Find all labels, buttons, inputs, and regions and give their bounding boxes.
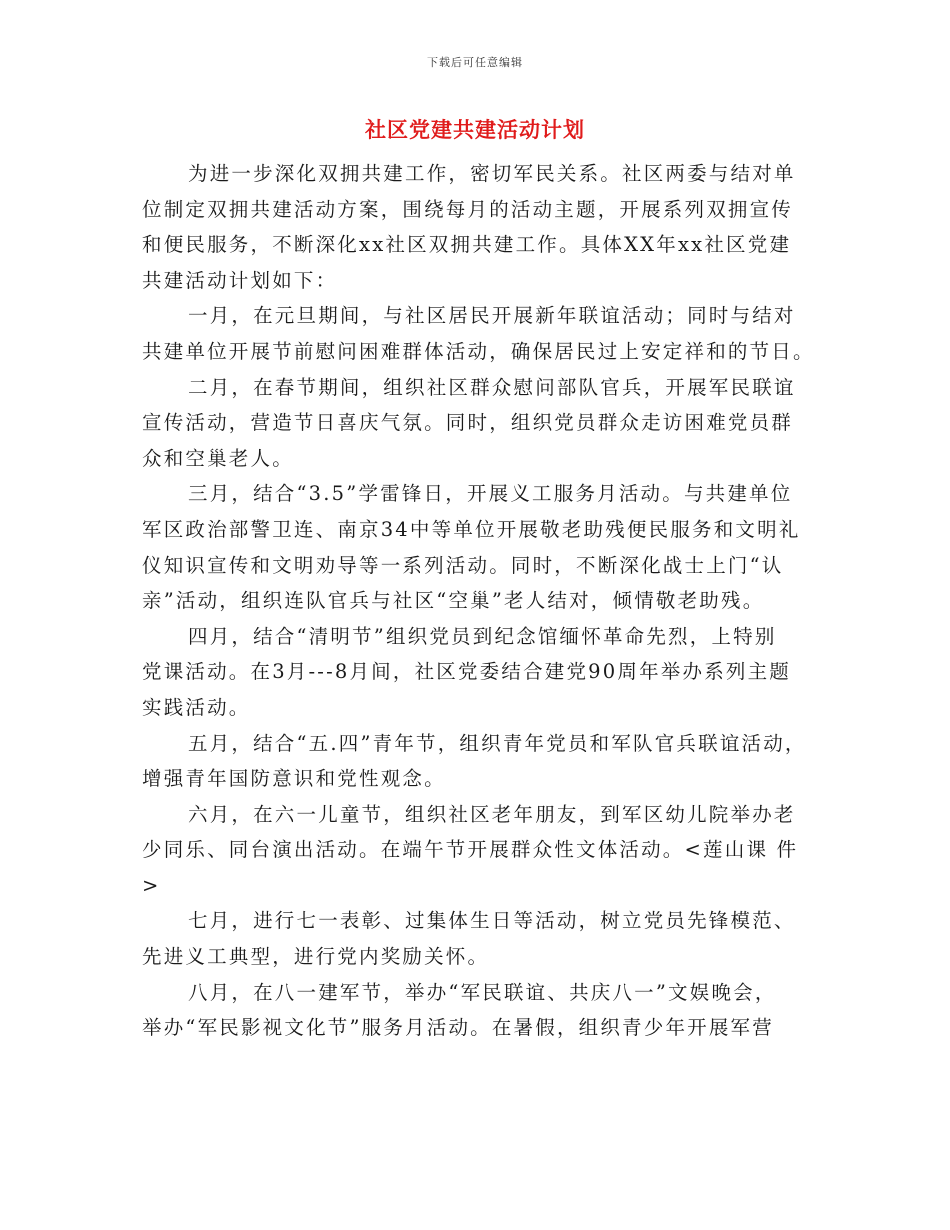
text-line: 位制定双拥共建活动方案，围绕每月的活动主题，开展系列双拥宣传 (142, 197, 794, 221)
paragraph-july (142, 903, 818, 974)
text-line: 宣传活动，营造节日喜庆气氛。同时，组织党员群众走访困难党员群 (142, 411, 794, 435)
text-line: 二月，在春节期间，组织社区群众慰问部队官兵，开展军民联谊 (188, 375, 796, 399)
paragraph-march (142, 476, 818, 618)
text-line: 党课活动。在3月---8月间，社区党委结合建党90周年举办系列主题 (142, 660, 791, 684)
text-line: 和便民服务，不断深化xx社区双拥共建工作。具体XX年xx社区党建 (142, 233, 792, 257)
text-line: 共建单位开展节前慰问困难群体活动，确保居民过上安定祥和的节日。 (142, 339, 815, 363)
paragraph-june (142, 797, 818, 904)
paragraph-april (142, 619, 818, 726)
text-line: 仪知识宣传和文明劝导等一系列活动。同时，不断深化战士上门“认 (142, 553, 784, 577)
text-line: 增强青年国防意识和党性观念。 (142, 767, 446, 791)
document-body (142, 156, 818, 1046)
text-line: 少同乐、同台演出活动。在端午节开展群众性文体活动。<莲山课 件 (142, 838, 799, 862)
header-note: 下载后可任意编辑 (427, 56, 523, 69)
document-title: 社区党建共建活动计划 (365, 117, 585, 142)
paragraph-february (142, 370, 818, 477)
paragraph-january (142, 298, 818, 369)
text-line: 一月，在元旦期间，与社区居民开展新年联谊活动；同时与结对 (188, 304, 796, 328)
paragraph-may (142, 726, 818, 797)
text-line: 三月，结合“3.5”学雷锋日，开展义工服务月活动。与共建单位 (188, 482, 793, 506)
text-line: 军区政治部警卫连、南京34中等单位开展敬老助残便民服务和文明礼 (142, 517, 801, 541)
text-line: 七月，进行七一表彰、过集体生日等活动，树立党员先锋模范、 (188, 909, 796, 933)
text-line: 共建活动计划如下： (142, 268, 338, 292)
text-line: 五月，结合“五.四”青年节，组织青年党员和军队官兵联谊活动， (188, 731, 807, 755)
text-line: 八月，在八一建军节，举办“军民联谊、共庆八一”文娱晚会， (188, 980, 777, 1004)
text-line: 四月，结合“清明节”组织党员到纪念馆缅怀革命先烈，上特别 (188, 624, 777, 648)
text-line: 实践活动。 (142, 695, 251, 719)
text-line: 先进义工典型，进行党内奖励关怀。 (142, 945, 490, 969)
text-line: 六月，在六一儿童节，组织社区老年朋友，到军区幼儿院举办老 (188, 802, 796, 826)
text-line: 举办“军民影视文化节”服务月活动。在暑假，组织青少年开展军营 (142, 1016, 774, 1040)
paragraph-august (142, 975, 818, 1046)
text-line: 众和空巢老人。 (142, 446, 294, 470)
text-line: 为进一步深化双拥共建工作，密切军民关系。社区两委与结对单 (188, 162, 796, 185)
paragraph-intro (142, 156, 818, 298)
text-line: 亲”活动，组织连队官兵与社区“空巢”老人结对，倾情敬老助残。 (142, 589, 765, 613)
text-line: > (142, 873, 161, 897)
